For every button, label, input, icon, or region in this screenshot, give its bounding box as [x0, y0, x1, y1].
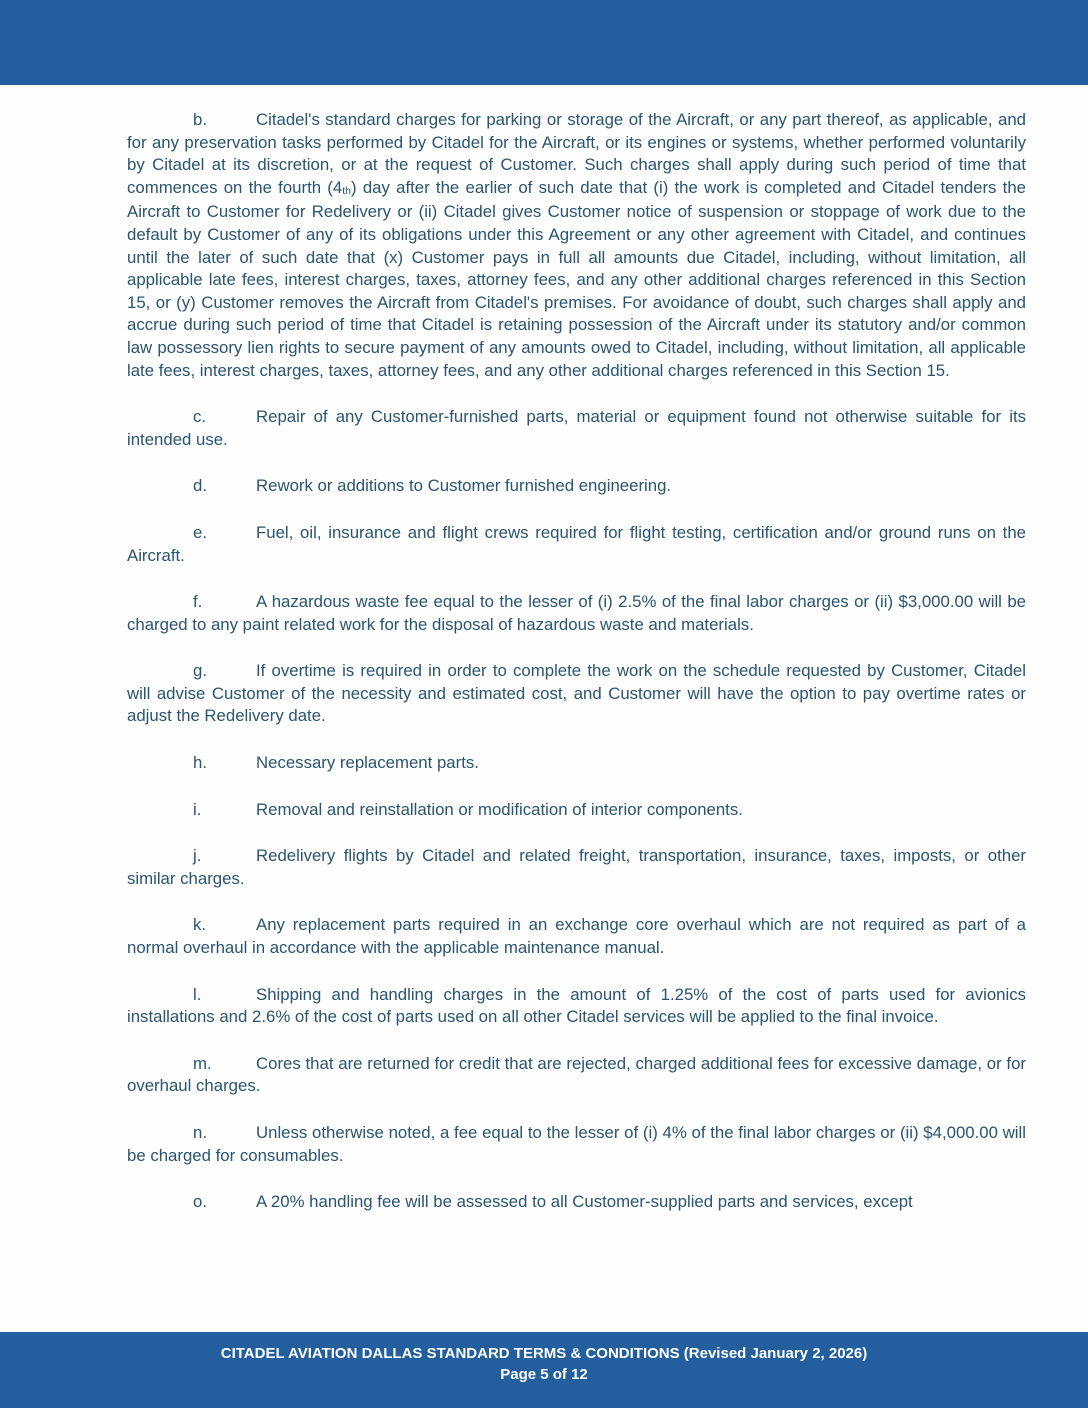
paragraph-i — [127, 799, 1026, 822]
header-band — [0, 0, 1088, 85]
paragraph-text: Shipping and handling charges in the amount of 1.25% of the cost of parts used for avionics installations and 2.6% of the cost of parts used on all other Citadel services will be applied to the final invoice. — [127, 984, 1026, 1027]
paragraph-label: i. — [193, 799, 202, 819]
paragraph-label: f. — [193, 592, 203, 612]
paragraph-text: Citadel's standard charges for parking or storage of the Aircraft, or any part thereof, as applicable, and for any preservation tasks performed by Citadel for the Aircraft, or its engines or systems, whether performed voluntarily by Citadel at its discretion, or at the request of Customer. Such charges shall apply during such period of time that commences on the fourth (4 — [127, 110, 1026, 197]
paragraph-text: Repair of any Customer-furnished parts, material or equipment found not otherwise suitable for its intended use. — [127, 407, 1026, 449]
paragraph-m — [127, 1053, 1026, 1098]
paragraph-text: Unless otherwise noted, a fee equal to the lesser of (i) 4% of the final labor charges or (ii) $4,000.00 will be charged for consumables. — [127, 1123, 1026, 1165]
paragraph-text: Any replacement parts required in an exchange core overhaul which are not required as part of a normal overhaul in accordance with the applicable maintenance manual. — [127, 915, 1026, 958]
paragraph-label: b. — [193, 110, 207, 129]
paragraph-text: Necessary replacement parts. — [256, 753, 479, 773]
document-body — [127, 85, 1026, 1238]
paragraph-label: m. — [193, 1053, 212, 1073]
footer — [0, 1332, 1088, 1408]
paragraph-f — [127, 591, 1026, 636]
paragraph-label: n. — [193, 1123, 207, 1142]
paragraph-text: Rework or additions to Customer furnished engineering. — [256, 476, 672, 496]
paragraph-label: h. — [193, 753, 207, 773]
paragraph-n — [127, 1122, 1026, 1167]
paragraph-label: g. — [193, 661, 207, 681]
paragraph-label: l. — [193, 984, 202, 1004]
paragraph-text: If overtime is required in order to complete the work on the schedule requested by Customer, Citadel will advise Customer of the necessity and estimated cost, and Customer will have the option to pay overtime rates or adjust the Redelivery date. — [127, 661, 1026, 726]
paragraph-h — [127, 752, 1026, 775]
paragraph-text: A hazardous waste fee equal to the lesser of (i) 2.5% of the final labor charges or (ii) $3,000.00 will be charged to any paint related work for the disposal of hazardous waste and materials. — [127, 592, 1026, 634]
paragraph-b — [127, 109, 1026, 382]
paragraph-text: Cores that are returned for credit that are rejected, charged additional fees for excessive damage, or for overhaul charges. — [127, 1053, 1026, 1096]
ordinal-subscript: th — [342, 184, 351, 197]
paragraph-label: k. — [193, 915, 207, 935]
paragraph-label: d. — [193, 476, 207, 496]
paragraph-text: Redelivery flights by Citadel and related freight, transportation, insurance, taxes, imposts, or other similar charges. — [127, 846, 1026, 888]
footer-page-number: Page 5 of 12 — [500, 1366, 588, 1383]
paragraph-e — [127, 522, 1026, 567]
paragraph-text: Removal and reinstallation or modification of interior components. — [256, 799, 743, 819]
paragraph-label: o. — [193, 1192, 207, 1212]
paragraph-g — [127, 660, 1026, 728]
paragraph-c — [127, 406, 1026, 451]
paragraph-text: Fuel, oil, insurance and flight crews required for flight testing, certification and/or ground runs on the Aircraft. — [127, 522, 1026, 565]
paragraph-label: c. — [193, 407, 207, 427]
paragraph-text: A 20% handling fee will be assessed to all Customer-supplied parts and services, except — [256, 1192, 913, 1212]
paragraph-j — [127, 845, 1026, 890]
footer-title: CITADEL AVIATION DALLAS STANDARD TERMS & CONDITIONS (Revised January 2, 2026) — [220, 1345, 868, 1362]
paragraph-label: j. — [193, 846, 202, 866]
paragraph-o — [127, 1191, 1026, 1214]
paragraph-k — [127, 914, 1026, 959]
paragraph-text: ) day after the earlier of such date that (i) the work is completed and Citadel tenders the Aircraft to Customer for Redelivery or (ii) Citadel gives Customer notice of suspension or stoppage of work due to the default by Customer of any of its obligations under this Agreement or any other agreement with Citadel, and continues until the later of such date that (x) Customer pays in full all amounts due Citadel, including, without limitation, all applicable late fees, interest charges, taxes, attorney fees, and any other additional charges referenced in this Section 15, or (y) Customer removes the Aircraft from Citadel's premises. For avoidance of doubt, such charges shall apply and accrue during such period of time that Citadel is retaining possession of the Aircraft under its statutory and/or common law possessory lien rights to secure payment of any amounts owed to Citadel, including, without limitation, all applicable late fees, interest charges, taxes, attorney fees, and any other additional charges referenced in this Section 15. — [127, 177, 1026, 380]
paragraph-d — [127, 475, 1026, 498]
paragraph-l — [127, 984, 1026, 1029]
paragraph-label: e. — [193, 522, 207, 542]
